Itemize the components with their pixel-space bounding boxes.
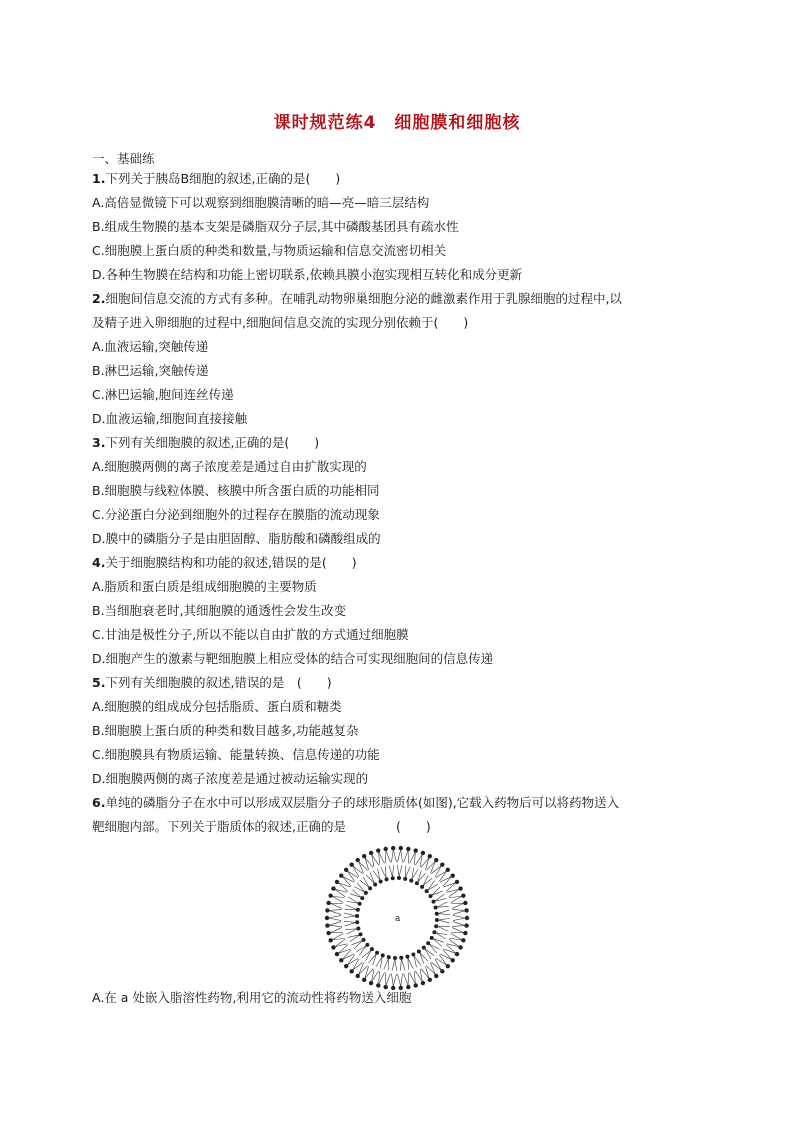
phospholipid-head — [387, 955, 391, 959]
phospholipid-tail — [391, 850, 393, 863]
phospholipid-tail — [432, 887, 440, 895]
question-1-option-b: B.组成生物膜的基本支架是磷脂双分子层,其中磷酸基团具有疏水性 — [92, 219, 459, 234]
question-text: 下列有关细胞膜的叙述,错误的是 ( ) — [105, 675, 332, 690]
question-6-stem-cont: 靶细胞内部。下列关于脂质体的叙述,正确的是 ( ) — [92, 819, 431, 834]
phospholipid-tail — [401, 974, 403, 987]
phospholipid-head — [360, 896, 364, 900]
phospholipid-tail — [423, 878, 432, 885]
phospholipid-tail — [439, 871, 446, 881]
phospholipid-head — [356, 908, 360, 912]
phospholipid-head — [463, 901, 467, 905]
phospholipid-tail — [435, 866, 441, 877]
question-5-option-b: B.细胞膜上蛋白质的种类和数目越多,功能越复杂 — [92, 723, 359, 738]
phospholipid-head — [328, 938, 332, 942]
question-text: 单纯的磷脂分子在水中可以形成双层脂分子的球形脂质体(如图),它载入药物后可以将药物送入 — [105, 795, 620, 810]
phospholipid-tail — [338, 945, 347, 954]
phospholipid-tail — [398, 850, 401, 862]
phospholipid-tail — [342, 877, 354, 883]
phospholipid-head — [355, 914, 359, 918]
phospholipid-tail — [370, 872, 374, 883]
phospholipid-head — [432, 900, 436, 904]
phospholipid-head — [417, 950, 421, 954]
phospholipid-tail — [386, 974, 391, 986]
phospholipid-tail — [400, 959, 401, 971]
phospholipid-head — [391, 876, 395, 880]
question-4-stem — [92, 555, 357, 571]
phospholipid-tail — [329, 925, 342, 926]
phospholipid-tail — [404, 850, 409, 862]
question-3-option-c: C.分泌蛋白分泌到细胞外的过程存在膜脂的流动现象 — [92, 507, 380, 522]
phospholipid-tail — [425, 949, 431, 959]
phospholipid-tail — [393, 850, 396, 862]
phospholipid-tail — [436, 958, 447, 965]
phospholipid-head — [458, 945, 462, 949]
phospholipid-tail — [429, 944, 439, 949]
phospholipid-head — [359, 932, 363, 936]
phospholipid-tail — [401, 850, 403, 863]
question-number: 6. — [92, 795, 106, 810]
phospholipid-tail — [398, 974, 401, 986]
phospholipid-tail — [345, 922, 356, 926]
question-4-option-a: A.脂质和蛋白质是组成细胞膜的主要物质 — [92, 579, 317, 594]
phospholipid-tail — [360, 880, 369, 887]
phospholipid-tail — [354, 941, 362, 949]
phospholipid-tail — [428, 881, 435, 890]
phospholipid-head — [393, 956, 397, 960]
phospholipid-tail — [342, 954, 354, 960]
phospholipid-tail — [366, 875, 374, 883]
phospholipid-head — [421, 851, 425, 855]
phospholipid-tail — [329, 918, 342, 921]
phospholipid-tail — [440, 877, 452, 883]
phospholipid-head — [335, 952, 339, 956]
question-2-stem — [92, 291, 622, 307]
phospholipid-tail — [346, 905, 357, 910]
phospholipid-tail — [338, 883, 347, 892]
phospholipid-head — [463, 931, 467, 935]
phospholipid-tail — [406, 867, 411, 878]
phospholipid-head — [358, 902, 362, 906]
phospholipid-head — [434, 924, 438, 928]
question-4-option-d: D.细胞产生的激素与靶细胞膜上相应受体的结合可实现细胞间的信息传递 — [92, 651, 494, 666]
question-2-stem-cont: 及精子进入卵细胞的过程中,细胞间信息交流的实现分别依赖于( ) — [92, 315, 469, 330]
phospholipid-head — [375, 951, 379, 955]
question-6-option-a: A.在 a 处嵌入脂溶性药物,利用它的流动性将药物送入细胞 — [92, 990, 412, 1005]
phospholipid-head — [381, 953, 385, 957]
phospholipid-tail — [347, 871, 354, 881]
question-text: 下列有关细胞膜的叙述,正确的是( ) — [105, 435, 320, 450]
phospholipid-head — [414, 983, 418, 987]
phospholipid-head — [326, 931, 330, 935]
phospholipid-head — [430, 936, 434, 940]
phospholipid-tail — [386, 850, 391, 862]
question-5-option-a: A.细胞膜的组成成分包括脂质、蛋白质和糖类 — [92, 699, 342, 714]
phospholipid-tail — [329, 909, 342, 910]
phospholipid-tail — [453, 918, 466, 921]
question-number: 3. — [92, 435, 106, 450]
phospholipid-head — [385, 877, 389, 881]
question-3-option-d: D.膜中的磷脂分子是由胆固醇、脂肪酸和磷酸组成的 — [92, 531, 381, 546]
phospholipid-tail — [438, 927, 449, 932]
phospholipid-tail — [395, 959, 397, 971]
phospholipid-head — [421, 981, 425, 985]
phospholipid-tail — [359, 946, 366, 955]
phospholipid-tail — [452, 928, 464, 933]
phospholipid-tail — [344, 916, 356, 918]
phospholipid-tail — [354, 887, 364, 892]
phospholipid-tail — [344, 913, 355, 916]
phospholipid-tail — [452, 909, 465, 910]
phospholipid-tail — [423, 875, 428, 885]
phospholipid-head — [428, 854, 432, 858]
phospholipid-head — [379, 880, 383, 884]
phospholipid-head — [326, 901, 330, 905]
phospholipid-tail — [329, 922, 341, 926]
phospholipid-head — [455, 880, 459, 884]
phospholipid-head — [415, 881, 419, 885]
phospholipid-head — [356, 926, 360, 930]
phospholipid-head — [397, 876, 401, 880]
phospholipid-tail — [401, 959, 405, 970]
question-number: 2. — [92, 291, 106, 306]
phospholipid-tail — [435, 959, 441, 970]
question-1-stem — [92, 171, 340, 187]
question-5-option-c: C.细胞膜具有物质运输、能量转换、信息传递的功能 — [92, 747, 380, 762]
question-3-stem — [92, 435, 319, 451]
phospholipid-tail — [440, 954, 452, 960]
liposome-diagram — [322, 843, 472, 993]
phospholipid-tail — [363, 877, 369, 887]
phospholipid-head — [455, 952, 459, 956]
phospholipid-head — [405, 955, 409, 959]
phospholipid-tail — [357, 883, 364, 892]
phospholipid-tail — [356, 946, 366, 952]
phospholipid-head — [429, 894, 433, 898]
phospholipid-head — [328, 893, 332, 897]
phospholipid-tail — [330, 928, 342, 933]
phospholipid-head — [428, 978, 432, 982]
question-text: 细胞间信息交流的方式有多种。在哺乳动物卵巢细胞分泌的雌激素作用于乳腺细胞的过程中,以 — [105, 291, 622, 306]
phospholipid-tail — [347, 958, 358, 965]
phospholipid-head — [355, 920, 359, 924]
phospholipid-tail — [452, 903, 464, 908]
phospholipid-head — [373, 883, 377, 887]
question-3-option-b: B.细胞膜与线粒体膜、核膜中所含蛋白质的功能相同 — [92, 483, 380, 498]
phospholipid-head — [461, 893, 465, 897]
phospholipid-tail — [384, 959, 389, 970]
question-1-option-d: D.各种生物膜在结构和功能上密切联系,依赖具膜小泡实现相互转化和成分更新 — [92, 267, 523, 282]
phospholipid-tail — [393, 865, 394, 877]
phospholipid-tail — [347, 871, 358, 878]
phospholipid-head — [411, 953, 415, 957]
question-text: 关于细胞膜结构和功能的叙述,错误的是( ) — [105, 555, 357, 570]
phospholipid-head — [369, 851, 373, 855]
phospholipid-tail — [429, 944, 436, 953]
phospholipid-head — [369, 981, 373, 985]
phospholipid-head — [435, 918, 439, 922]
phospholipid-tail — [425, 949, 434, 956]
phospholipid-tail — [446, 945, 455, 954]
phospholipid-head — [335, 880, 339, 884]
phospholipid-tail — [393, 974, 396, 986]
question-number: 5. — [92, 675, 106, 690]
question-2-option-a: A.血液运输,突触传递 — [92, 339, 209, 354]
figure-label-a: a — [395, 914, 401, 924]
section-heading: 一、基础练 — [92, 151, 155, 166]
phospholipid-tail — [428, 884, 438, 890]
phospholipid-tail — [353, 866, 359, 877]
phospholipid-tail — [436, 871, 447, 878]
phospholipid-tail — [389, 866, 393, 877]
phospholipid-tail — [452, 925, 465, 926]
phospholipid-tail — [392, 959, 395, 970]
phospholipid-tail — [420, 953, 424, 964]
phospholipid-tail — [438, 920, 449, 923]
question-2-option-c: C.淋巴运输,胞间连丝传递 — [92, 387, 234, 402]
phospholipid-head — [399, 956, 403, 960]
phospholipid-tail — [347, 955, 354, 965]
question-5-option-d: D.细胞膜两侧的离子浓度差是通过被动运输实现的 — [92, 771, 369, 786]
phospholipid-tail — [397, 865, 399, 877]
phospholipid-head — [435, 912, 439, 916]
phospholipid-tail — [432, 891, 443, 895]
phospholipid-tail — [420, 953, 428, 961]
phospholipid-tail — [330, 903, 342, 908]
phospholipid-head — [331, 945, 335, 949]
phospholipid-tail — [438, 910, 449, 914]
phospholipid-tail — [329, 915, 342, 918]
question-1-option-a: A.高倍显微镜下可以观察到细胞膜清晰的暗—亮—暗三层结构 — [92, 195, 430, 210]
phospholipid-tail — [399, 865, 402, 876]
question-number: 4. — [92, 555, 106, 570]
phospholipid-tail — [453, 922, 465, 926]
question-2-option-b: B.淋巴运输,突触传递 — [92, 363, 209, 378]
phospholipid-tail — [453, 915, 466, 918]
question-5-stem — [92, 675, 332, 691]
phospholipid-tail — [391, 974, 393, 987]
phospholipid-tail — [438, 914, 450, 915]
phospholipid-head — [432, 930, 436, 934]
phospholipid-tail — [366, 950, 371, 960]
question-1-option-c: C.细胞膜上蛋白质的种类和数量,与物质运输和信息交流密切相关 — [92, 243, 447, 258]
question-4-option-c: C.甘油是极性分子,所以不能以自由扩散的方式通过细胞膜 — [92, 627, 409, 642]
phospholipid-tail — [439, 955, 446, 965]
phospholipid-head — [403, 877, 407, 881]
question-2-option-d: D.血液运输,细胞间直接接触 — [92, 411, 248, 426]
phospholipid-head — [376, 983, 380, 987]
phospholipid-tail — [329, 911, 341, 915]
question-text: 下列关于胰岛B细胞的叙述,正确的是( ) — [105, 171, 341, 186]
phospholipid-head — [362, 854, 366, 858]
phospholipid-tail — [344, 921, 356, 922]
phospholipid-tail — [362, 950, 371, 957]
phospholipid-tail — [446, 883, 455, 892]
phospholipid-tail — [353, 959, 359, 970]
phospholipid-head — [458, 886, 462, 890]
question-number: 1. — [92, 171, 106, 186]
phospholipid-head — [414, 848, 418, 852]
question-3-option-a: A.细胞膜两侧的离子浓度差是通过自由扩散实现的 — [92, 459, 367, 474]
phospholipid-head — [409, 879, 413, 883]
phospholipid-head — [362, 938, 366, 942]
phospholipid-head — [331, 886, 335, 890]
phospholipid-tail — [351, 941, 362, 945]
question-4-option-b: B.当细胞衰老时,其细胞膜的通透性会发生改变 — [92, 603, 347, 618]
phospholipid-tail — [453, 911, 465, 915]
phospholipid-head — [461, 938, 465, 942]
page-title: 课时规范练4 细胞膜和细胞核 — [273, 113, 521, 133]
phospholipid-head — [362, 978, 366, 982]
phospholipid-head — [434, 906, 438, 910]
phospholipid-tail — [438, 918, 450, 920]
question-6-stem — [92, 795, 619, 811]
phospholipid-tail — [404, 974, 409, 986]
phospholipid-head — [376, 848, 380, 852]
